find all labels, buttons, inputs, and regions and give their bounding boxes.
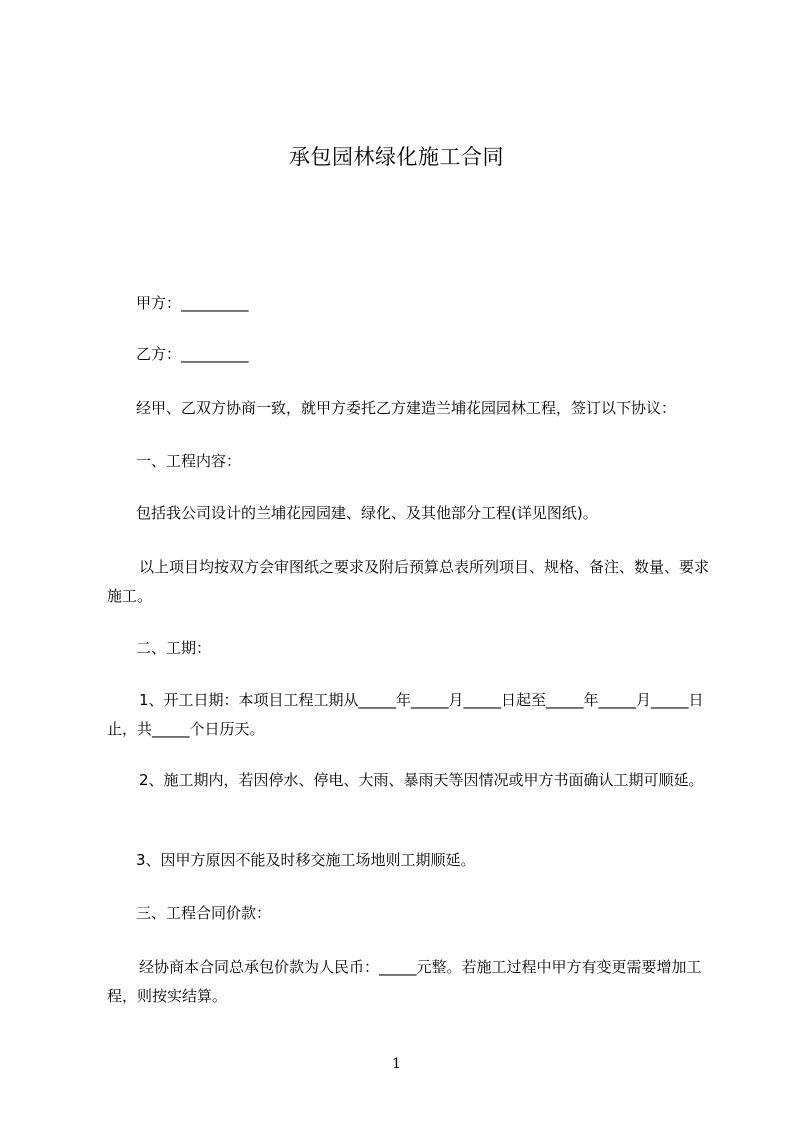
section2-heading: 二、工期： <box>136 639 212 657</box>
intro-paragraph: 经甲、乙双方协商一致，就甲方委托乙方建造兰埔花园园林工程，签订以下协议： <box>136 399 677 417</box>
section2-item-2: 2、施工期内，若因停水、停电、大雨、暴雨天等因情况或甲方书面确认工期可顺延。 <box>139 771 704 789</box>
section2-item-3: 3、因甲方原因不能及时移交施工场地则工期顺延。 <box>136 851 476 869</box>
section2-item-1: 1、开工日期：本项目工程工期从_____年_____月_____日起至_____年_____月_____日止，共_____个日历天。 <box>107 691 704 738</box>
party-a-line: 甲方：_________ <box>136 294 249 312</box>
page-number: 1 <box>392 1056 401 1072</box>
section3-paragraph-1: 经协商本合同总承包价款为人民币：_____元整。若施工过程中甲方有变更需要增加工程，则按实结算。 <box>107 958 702 1005</box>
document-title: 承包园林绿化施工合同 <box>289 145 504 169</box>
section3-heading: 三、工程合同价款： <box>136 904 272 922</box>
party-b-line: 乙方：_________ <box>136 345 249 363</box>
section1-heading: 一、工程内容： <box>136 452 242 470</box>
section1-paragraph-1: 包括我公司设计的兰埔花园园建、绿化、及其他部分工程(详见图纸)。 <box>136 504 598 522</box>
section1-paragraph-2: 以上项目均按双方会审图纸之要求及附后预算总表所列项目、规格、备注、数量、要求施工。 <box>107 558 710 605</box>
